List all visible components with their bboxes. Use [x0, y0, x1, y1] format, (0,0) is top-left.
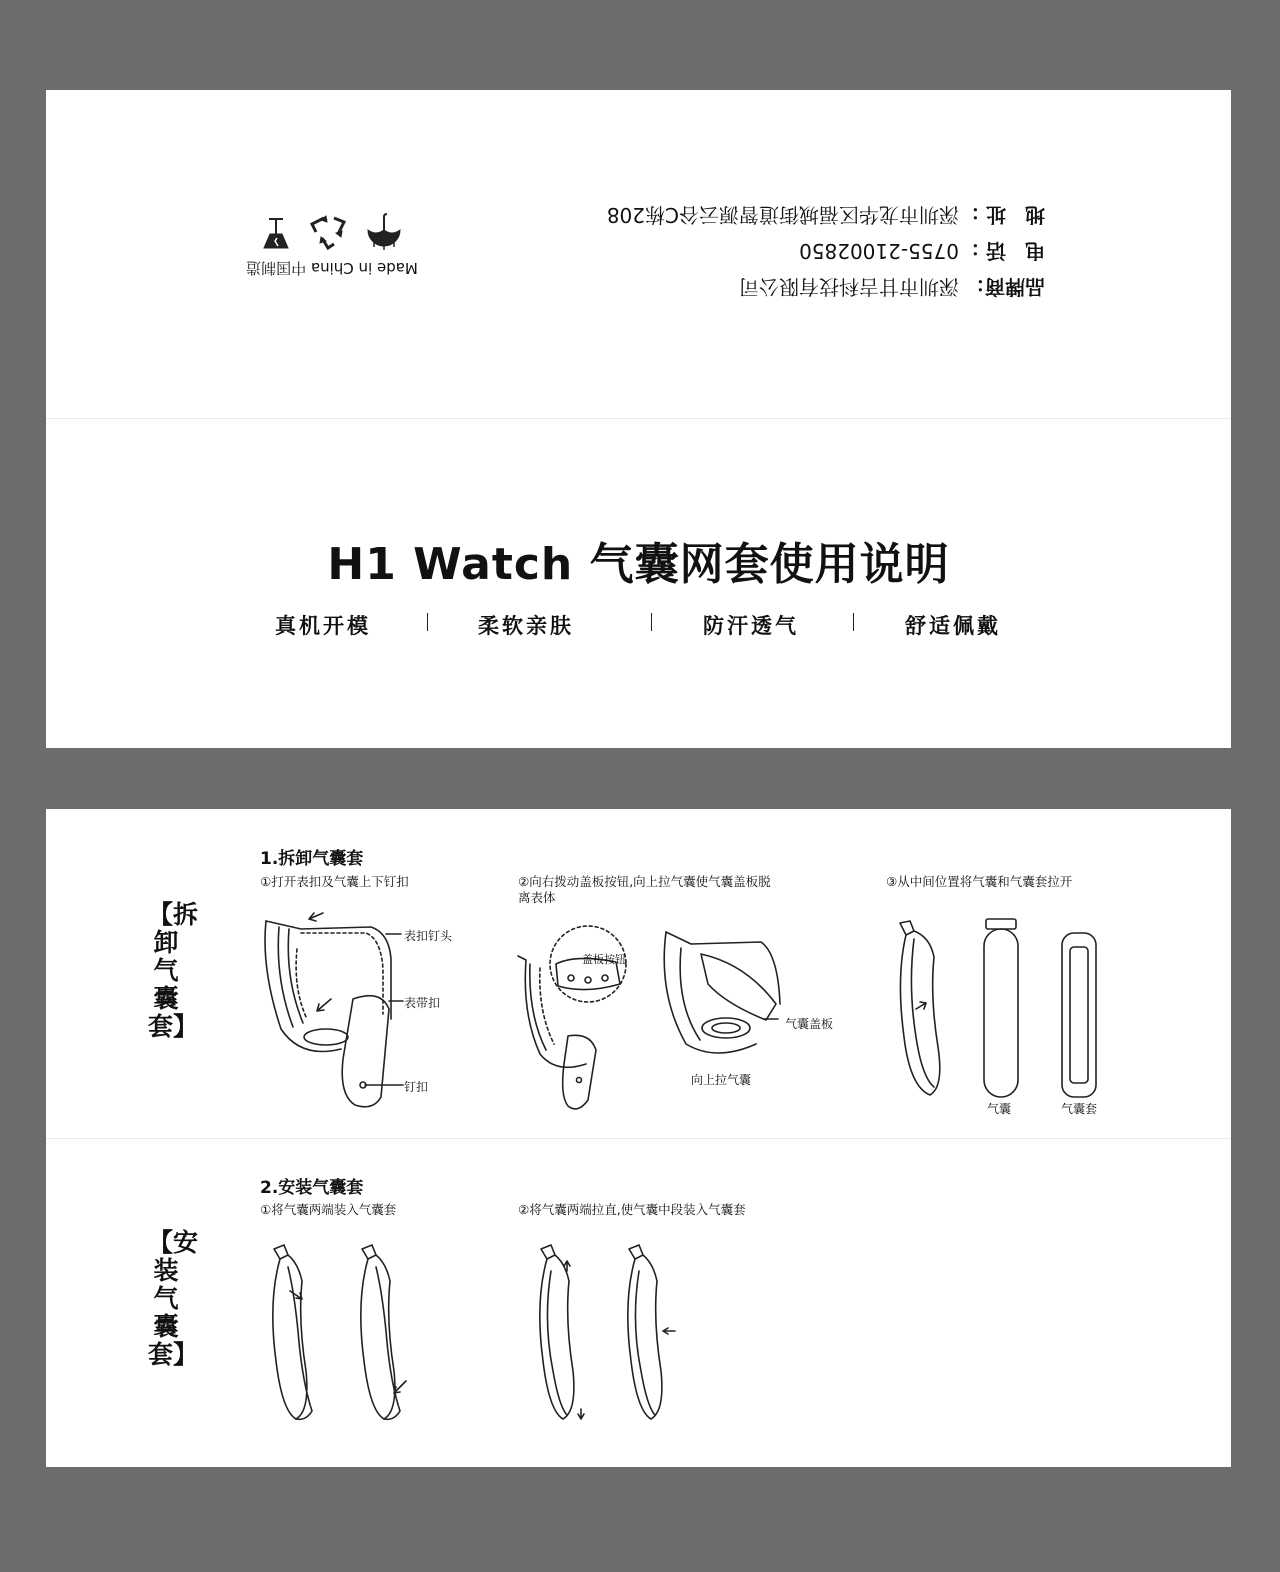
page-title: H1 Watch 气囊网套使用说明 [327, 539, 950, 590]
made-in-block [232, 212, 432, 279]
brand-row [585, 269, 1045, 305]
remove-side-label: 【拆卸气囊套】 [148, 900, 199, 1041]
feature-soft: 柔软亲肤 [478, 614, 574, 638]
remove-step-2: ②向右拨动盖板按钮,向上拉气囊使气囊盖板脱离表体 [518, 874, 771, 905]
cover-panel [46, 90, 1231, 748]
remove-step-3: ③从中间位置将气囊和气囊套拉开 [886, 874, 1073, 889]
callout-pull-up: 向上拉气囊 [691, 1073, 752, 1087]
feature-divider [651, 613, 652, 631]
install-step-1: ①将气囊两端装入气囊套 [260, 1202, 397, 1217]
callout-airbag-cover: 气囊盖板 [785, 1017, 834, 1031]
airbag-and-sleeve-illustration [886, 917, 1116, 1107]
remove-section-title: 1.拆卸气囊套 [260, 849, 364, 869]
address-value: 深圳市龙华区福城街道智源云谷C栋208 [606, 203, 959, 227]
install-ends-illustration [266, 1241, 416, 1426]
package-symbols [232, 212, 432, 250]
feature-mold: 真机开模 [275, 614, 371, 638]
umbrella-keep-dry-icon [364, 212, 404, 250]
callout-airbag-sleeve: 气囊套 [1061, 1102, 1098, 1116]
company-info-block [585, 197, 1045, 305]
feature-divider [853, 613, 854, 631]
callout-airbag: 气囊 [987, 1102, 1012, 1116]
address-label: 地 址： [954, 203, 1045, 227]
phone-row [585, 233, 1045, 269]
instructions-panel [46, 809, 1231, 1467]
install-section-title: 2.安装气囊套 [260, 1178, 364, 1198]
callout-cover-button: 盖板按钮 [582, 953, 626, 966]
install-step-2: ②将气囊两端拉直,使气囊中段装入气囊套 [518, 1202, 746, 1217]
made-in-text: Made in China 中国制造 [246, 259, 418, 277]
feature-comfort: 舒适佩戴 [905, 614, 1001, 638]
install-side-label: 【安装气囊套】 [148, 1228, 199, 1369]
address-row [585, 197, 1045, 233]
brand-value: 深圳市甘吉科技有限公司 [739, 275, 959, 299]
phone-label: 电 话： [954, 239, 1045, 263]
callout-pin-buckle: 钉扣 [404, 1080, 429, 1094]
fragile-glass-icon [260, 212, 292, 250]
callout-strap-buckle: 表带扣 [404, 996, 441, 1010]
feature-breathable: 防汗透气 [703, 614, 799, 638]
recycle-icon [308, 212, 348, 250]
fold-line [46, 1138, 1231, 1139]
callout-buckle-pin: 表扣钉头 [404, 929, 453, 943]
phone-value: 0755-21002850 [799, 239, 959, 263]
brand-label: 品牌商： [965, 275, 1045, 299]
fold-line [46, 418, 1231, 419]
feature-divider [427, 613, 428, 631]
install-middle-illustration [531, 1241, 681, 1426]
remove-step-1: ①打开表扣及气囊上下钉扣 [260, 874, 409, 889]
